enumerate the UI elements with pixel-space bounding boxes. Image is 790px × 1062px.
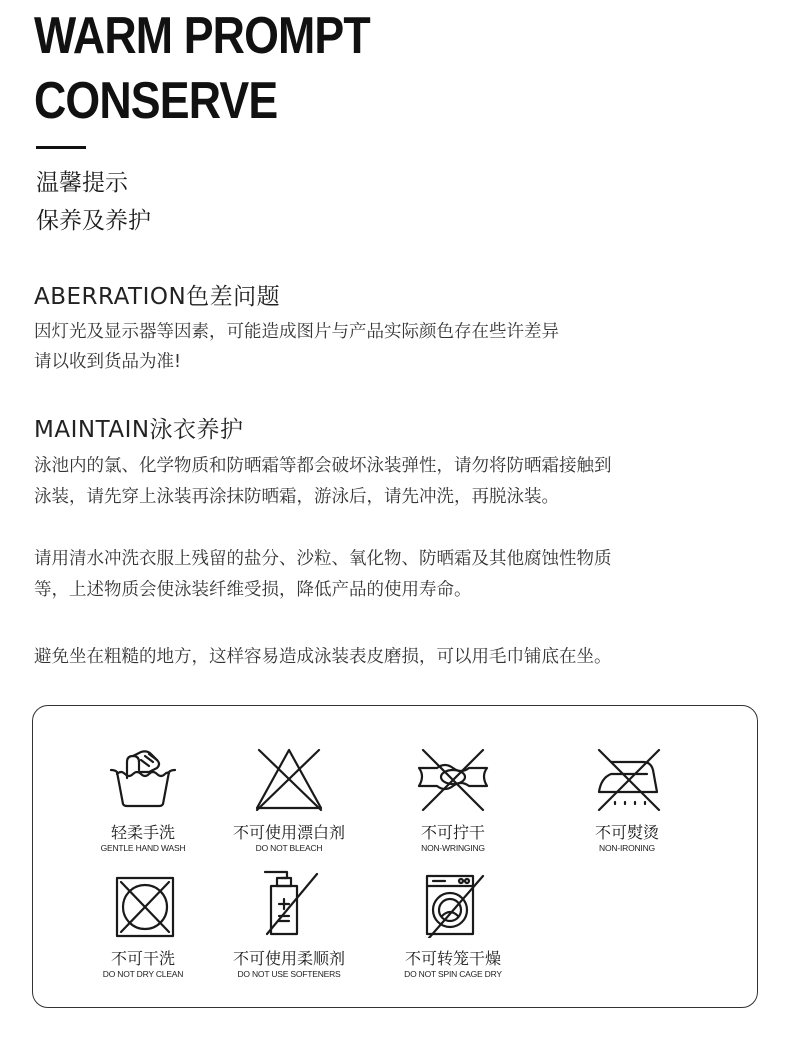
subtitle-line1: 温馨提示: [36, 170, 128, 196]
care-label-cn: 不可转笼干燥: [404, 949, 501, 968]
no-dry-clean-icon: [107, 874, 183, 940]
subtitle-line2: 保养及养护: [36, 208, 151, 234]
care-label-cn: 不可拧干: [420, 823, 485, 842]
care-label-en: NON-WRINGING: [421, 843, 485, 853]
no-bleach-icon: [251, 746, 327, 812]
maintain-heading: MAINTAIN泳衣养护: [34, 417, 244, 443]
care-label-en: DO NOT DRY CLEAN: [102, 969, 184, 979]
care-label-cn: 不可干洗: [110, 949, 175, 968]
maintain-p3-line1: 避免坐在粗糙的地方，这样容易造成泳装表皮磨损，可以用毛巾铺底在坐。: [34, 647, 612, 667]
no-softener-icon: [251, 870, 327, 936]
maintain-p1-line1: 泳池内的氯、化学物质和防晒霜等都会破坏泳装弹性，请勿将防晒霜接触到: [34, 456, 612, 476]
hand-wash-icon: [105, 748, 181, 814]
care-label-en: GENTLE HAND WASH: [100, 843, 186, 853]
no-ironing-icon: [591, 746, 667, 812]
maintain-p1-line2: 泳装，请先穿上泳装再涂抹防晒霜，游泳后，请先冲洗，再脱泳装。: [34, 487, 559, 507]
aberration-heading: ABERRATION色差问题: [34, 284, 281, 310]
aberration-text-line2: 请以收到货品为准!: [34, 352, 182, 372]
care-label-en: DO NOT USE SOFTENERS: [237, 969, 341, 979]
care-label-en: NON-IRONING: [599, 843, 655, 853]
care-label-cn: 不可熨烫: [594, 823, 659, 842]
aberration-text-line1: 因灯光及显示器等因素，可能造成图片与产品实际颜色存在些许差异: [34, 322, 559, 342]
care-label-cn: 不可使用柔顺剂: [232, 949, 345, 968]
no-wringing-icon: [415, 746, 491, 812]
page-title-line2: CONSERVE: [34, 72, 278, 130]
care-label-en: DO NOT BLEACH: [255, 843, 323, 853]
care-label-cn: 轻柔手洗: [110, 823, 175, 842]
care-label-cn: 不可使用漂白剂: [232, 823, 345, 842]
page-title-line1: WARM PROMPT: [34, 7, 370, 65]
care-label-en: DO NOT SPIN CAGE DRY: [404, 969, 502, 979]
no-tumble-dry-icon: [415, 872, 491, 938]
maintain-p2-line2: 等，上述物质会使泳装纤维受损，降低产品的使用寿命。: [34, 580, 472, 600]
care-icons-panel: [32, 705, 758, 1008]
title-divider: [36, 146, 86, 149]
maintain-p2-line1: 请用清水冲洗衣服上残留的盐分、沙粒、氧化物、防晒霜及其他腐蚀性物质: [34, 549, 612, 569]
